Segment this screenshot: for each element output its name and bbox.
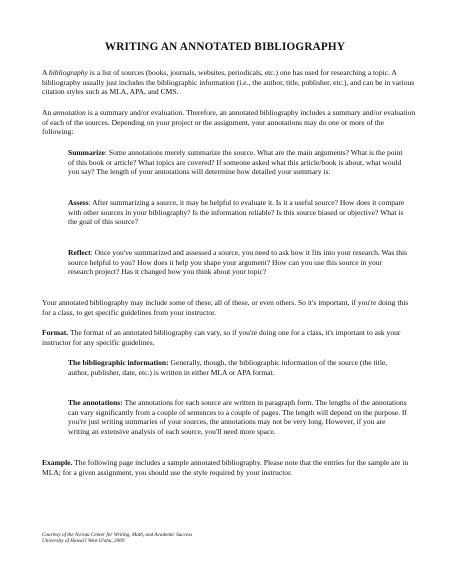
item-bibliographic-information bbox=[68, 358, 408, 377]
intro-p2-text: is a summary and/or evaluation. Therefore, an annotated bibliography includes a summary and/or evaluation of each of the sources. Depending on your project or the assignment, your annotations may do one or more of the following: bbox=[42, 108, 416, 137]
intro-paragraph-annotation bbox=[42, 108, 416, 137]
example-text: The following page includes a sample annotated bibliography. Please note that the entries for the sample are in MLA; for a given assignment, you should use the style required by your instructor. bbox=[42, 458, 409, 477]
footer-line-1: Courtesy of the No'eau Center for Writing, Math, and Academic Success bbox=[42, 532, 193, 538]
item-assess-text: : After summarizing a source, it may be helpful to evaluate it. Is it a useful source? How does it compare with other sources in your bibliography? Is the information reliable? Is this source biased or objective? What is the goal of this source? bbox=[68, 198, 405, 227]
footer-line-2: University of Hawai'i West O'ahu, 2009 bbox=[42, 538, 125, 545]
term-annotation: annotation bbox=[53, 108, 86, 117]
intro-p1-pre: A bbox=[42, 68, 49, 77]
format-label: Format. bbox=[42, 328, 69, 337]
item-bibliographic-label: The bibliographic information: bbox=[68, 358, 169, 367]
intro-paragraph-bibliography bbox=[42, 68, 416, 97]
example-paragraph bbox=[42, 458, 416, 477]
item-bibliographic-text: Generally, though, the bibliographic information of the source (the title, author, publisher, date, etc.) is written in either MLA or APA format. bbox=[68, 358, 388, 377]
item-assess-label: Assess bbox=[68, 198, 89, 207]
item-reflect-label: Reflect bbox=[68, 248, 91, 257]
footer-credit bbox=[42, 532, 382, 545]
format-text: The format of an annotated bibliography can vary, so if you're doing one for a class, it's important to ask your instructor for any specific guidelines. bbox=[42, 328, 401, 347]
item-reflect bbox=[68, 248, 408, 277]
item-assess bbox=[68, 198, 408, 227]
page-title: WRITING AN ANNOTATED BIBLIOGRAPHY bbox=[104, 41, 346, 53]
format-paragraph bbox=[42, 328, 416, 347]
intro-p2-pre: An bbox=[42, 108, 54, 117]
item-summarize-text: : Some annotations merely summarize the source. What are the main arguments? What is the point of this book or article? What topics are covered? If someone asked what this article/book is about, what would you say? The length of your annotations will determine how detailed your summary is. bbox=[68, 148, 403, 177]
item-annotations bbox=[68, 398, 408, 436]
item-reflect-text: : Once you've summarized and assessed a source, you need to ask how it fits into your research. Was this source helpful to you? How does it help you shape your argument? How can you use this source in your research project? Has it changed how you think about your topic? bbox=[68, 248, 408, 277]
example-label: Example. bbox=[42, 458, 73, 467]
item-annotations-label: The annotations: bbox=[68, 398, 123, 407]
item-summarize bbox=[68, 148, 408, 177]
term-bibliography: bibliography bbox=[48, 68, 88, 77]
item-annotations-text: The annotations for each source are written in paragraph form. The lengths of the annotations can vary significantly from a couple of sentences to a couple of pages. The length will depend on the purpose. If you're just writing summaries of your sources, the annotations may not be very long. However, if you are writing an extensive analysis of each source, you'll need more space. bbox=[68, 398, 407, 436]
item-summarize-label: Summarize bbox=[68, 148, 105, 157]
intro-p1-text: is a list of sources (books, journals, websites, periodicals, etc.) one has used for researching a topic. A bibliography usually just includes the bibliographic information (i.e., the author, title, publisher, etc.), and can be in various citation styles such as MLA, APA, and CMS. bbox=[42, 68, 415, 97]
guidelines-note: Your annotated bibliography may include some of these, all of these, or even others. So it's important, if you're doing this for a class, to get specific guidelines from your instructor. bbox=[42, 298, 409, 317]
